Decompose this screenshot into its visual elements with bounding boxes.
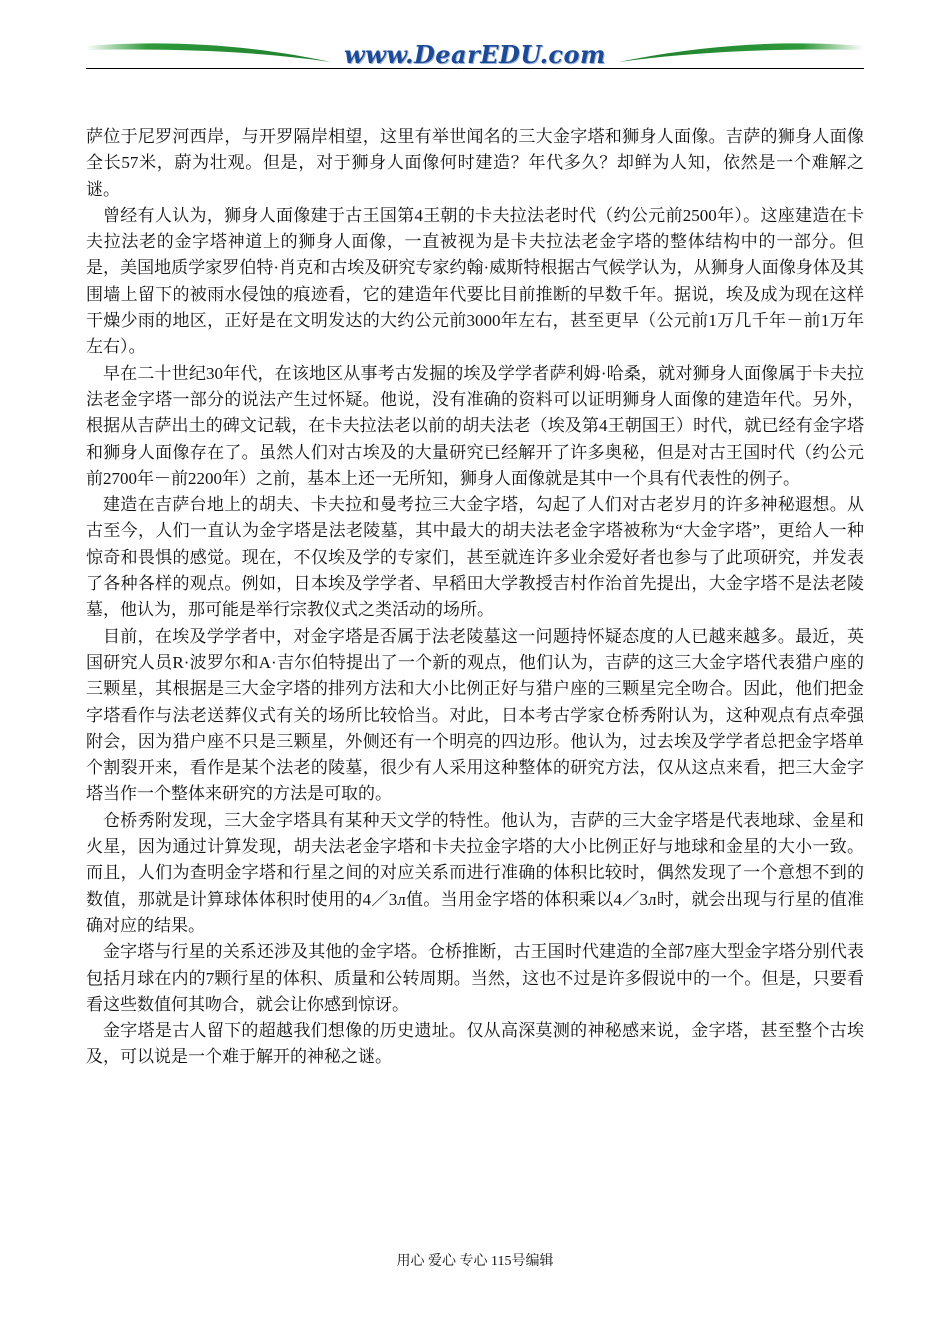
paragraph-5: 目前，在埃及学学者中，对金字塔是否属于法老陵墓这一问题持怀疑态度的人已越来越多。最近，英国研究人员R·波罗尔和A·吉尔伯特提出了一个新的观点，他们认为，吉萨的这三大金字塔代表猎户座的三颗星，其根据是三大金字塔的排列方法和大小比例正好与猎户座的三颗星完全吻合。因此，他们把金字塔看作与法老送葬仪式有关的场所比较恰当。对此，日本考古学家仓桥秀附认为，这种观点有点牵强附会，因为猎户座不只是三颗星，外侧还有一个明亮的四边形。他认为，过去埃及学学者总把金字塔单个割裂开来，看作是某个法老的陵墓，很少有人采用这种整体的研究方法，仅从这点来看，把三大金字塔当作一个整体来研究的方法是可取的。: [86, 626, 864, 804]
paragraph-2: 曾经有人认为，狮身人面像建于古王国第4王朝的卡夫拉法老时代（约公元前2500年）。这座建造在卡夫拉法老的金字塔神道上的狮身人面像，一直被视为是卡夫拉法老金字塔的整体结构中的一部分。但是，美国地质学家罗伯特·肖克和古埃及研究专家约翰·威斯特根据古气候学认为，从狮身人面像身体及其围墙上留下的被雨水侵蚀的痕迹看，它的建造年代要比目前推断的早数千年。据说，埃及成为现在这样干燥少雨的地区，正好是在文明发达的大约公元前3000年左右，甚至更早（公元前1万几千年－前1万年左右）。: [86, 205, 864, 357]
paragraph-8: 金字塔是古人留下的超越我们想像的历史遗址。仅从高深莫测的神秘感来说，金字塔，甚至整个古埃及，可以说是一个难于解开的神秘之谜。: [86, 1021, 864, 1067]
paragraph-1: 萨位于尼罗河西岸，与开罗隔岸相望，这里有举世闻名的三大金字塔和狮身人面像。吉萨的狮身人面像全长57米，蔚为壮观。但是，对于狮身人面像何时建造？年代多久？却鲜为人知，依然是一个难解之谜。: [86, 127, 864, 199]
paragraph-4: 建造在吉萨台地上的胡夫、卡夫拉和曼考拉三大金字塔，勾起了人们对古老岁月的许多神秘遐想。从古至今，人们一直认为金字塔是法老陵墓，其中最大的胡夫法老金字塔被称为“大金字塔”，更给人一种惊奇和畏惧的感觉。现在，不仅埃及学的专家们，甚至就连许多业余爱好者也参与了此项研究，并发表了各种各样的观点。例如，日本埃及学学者、早稻田大学教授吉村作治首先提出，大金字塔不是法老陵墓，他认为，那可能是举行宗教仪式之类活动的场所。: [86, 495, 864, 620]
paragraph-3: 早在二十世纪30年代，在该地区从事考古发掘的埃及学学者萨利姆·哈桑，就对狮身人面像属于卡夫拉法老金字塔一部分的说法产生过怀疑。他说，没有准确的资料可以证明狮身人面像的建造年代。另外，根据从吉萨出土的碑文记载，在卡夫拉法老以前的胡夫法老（埃及第4王朝国王）时代，就已经有金字塔和狮身人面像存在了。虽然人们对古埃及的大量研究已经解开了许多奥秘，但是对古王国时代（约公元前2700年－前2200年）之前，基本上还一无所知，狮身人面像就是其中一个具有代表性的例子。: [86, 363, 864, 488]
header-rule: [86, 68, 864, 69]
site-header: [86, 38, 864, 72]
page-footer: 用心 爱心 专心 115号编辑: [396, 1254, 554, 1269]
paragraph-7: 金字塔与行星的关系还涉及其他的金字塔。仓桥推断，古王国时代建造的全部7座大型金字塔分别代表包括月球在内的7颗行星的体积、质量和公转周期。当然，这也不过是许多假说中的一个。但是，只要看看这些数值何其吻合，就会让你感到惊讶。: [86, 942, 864, 1014]
paragraph-6: 仓桥秀附发现，三大金字塔具有某种天文学的特性。他认为，吉萨的三大金字塔是代表地球、金星和火星，因为通过计算发现，胡夫法老金字塔和卡夫拉金字塔的大小比例正好与地球和金星的大小一致。而且，人们为查明金字塔和行星之间的对应关系而进行准确的体积比较时，偶然发现了一个意想不到的数值，那就是计算球体体积时使用的4／3л值。当用金字塔的体积乘以4／3л时，就会出现与行星的值准确对应的结果。: [86, 810, 864, 935]
article-body: [86, 124, 864, 1071]
site-name-logo: www.DearEDU.com: [344, 40, 606, 69]
